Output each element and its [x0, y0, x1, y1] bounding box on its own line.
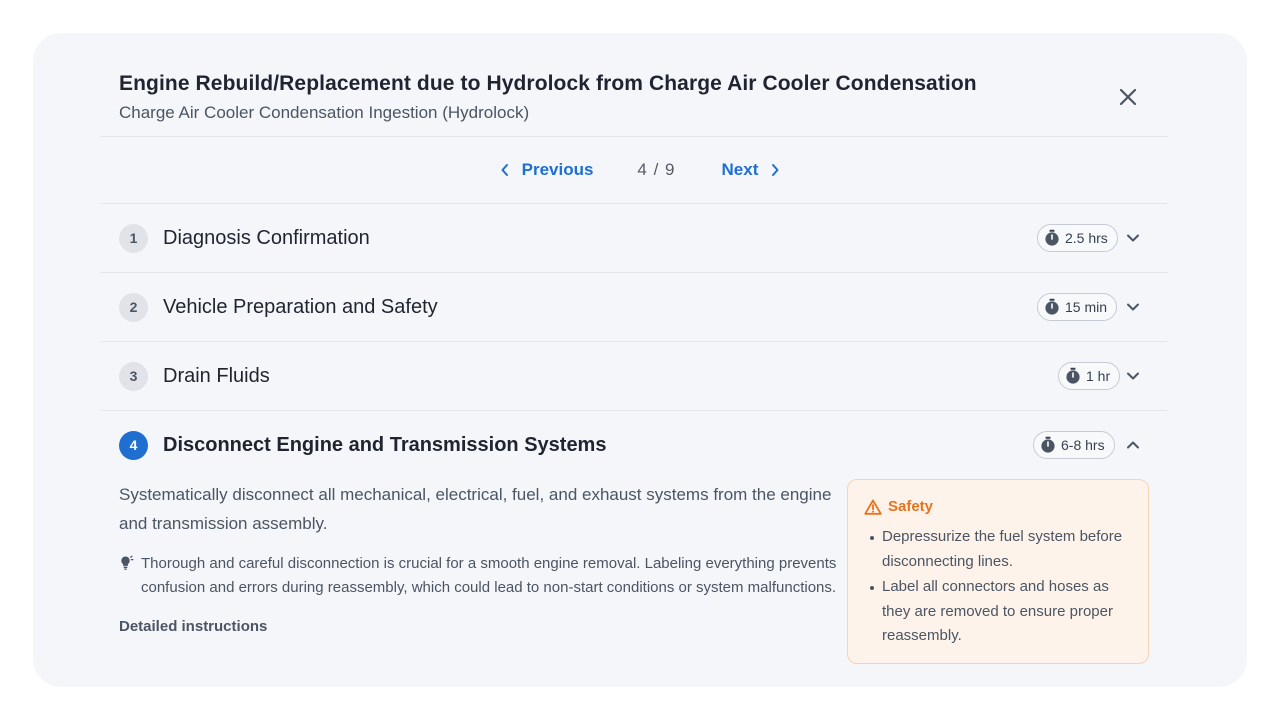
lightbulb-icon — [119, 555, 135, 571]
step-title: Disconnect Engine and Transmission Systems — [163, 433, 607, 456]
time-estimate-badge — [1037, 224, 1118, 252]
step-content — [119, 480, 839, 635]
close-button[interactable] — [1114, 83, 1142, 111]
next-label: Next — [721, 160, 759, 179]
chevron-up-icon — [1126, 440, 1140, 450]
chevron-left-icon — [500, 163, 510, 177]
step-description: Systematically disconnect all mechanical, electrical, fuel, and exhaust systems from the engine and transmission assembly. — [119, 485, 832, 533]
time-estimate: 6-8 hrs — [1061, 437, 1105, 453]
collapse-toggle[interactable] — [1123, 435, 1143, 455]
stopwatch-icon — [1043, 298, 1061, 316]
warning-icon — [864, 499, 882, 515]
safety-list — [864, 525, 1132, 649]
step-row-2[interactable] — [101, 273, 1167, 341]
expand-toggle[interactable] — [1123, 297, 1143, 317]
procedure-title: Engine Rebuild/Replacement due to Hydrolock from Charge Air Cooler Condensation — [119, 72, 977, 95]
step-number-badge: 4 — [119, 431, 148, 460]
expand-toggle[interactable] — [1123, 228, 1143, 248]
step-title: Drain Fluids — [163, 364, 270, 387]
step-title: Vehicle Preparation and Safety — [163, 295, 438, 318]
step-row-4[interactable] — [101, 411, 1167, 479]
expand-toggle[interactable] — [1123, 366, 1143, 386]
time-estimate-badge — [1058, 362, 1120, 390]
safety-item: Depressurize the fuel system before disconnecting lines. — [864, 525, 1132, 574]
time-estimate: 1 hr — [1086, 368, 1111, 384]
step-navigation — [33, 137, 1247, 203]
procedure-subtitle: Charge Air Cooler Condensation Ingestion (Hydrolock) — [119, 103, 530, 122]
time-estimate-badge — [1033, 431, 1115, 459]
tip-callout — [119, 552, 839, 600]
step-number-badge: 1 — [119, 224, 148, 253]
tip-text: Thorough and careful disconnection is crucial for a smooth engine removal. Labeling everything prevents confusion and errors during reassembly, which could lead to non-start conditions or system malfunctions. — [141, 555, 837, 596]
next-button[interactable] — [722, 160, 781, 180]
stopwatch-icon — [1064, 367, 1082, 385]
safety-item: Label all connectors and hoses as they are removed to ensure proper reassembly. — [864, 575, 1132, 649]
step-row-1[interactable] — [101, 204, 1167, 272]
time-estimate: 2.5 hrs — [1065, 230, 1108, 246]
close-icon — [1118, 87, 1138, 107]
chevron-right-icon — [770, 163, 780, 177]
chevron-down-icon — [1126, 371, 1140, 381]
time-estimate-badge — [1037, 293, 1117, 321]
stopwatch-icon — [1039, 436, 1057, 454]
procedure-card — [33, 33, 1247, 687]
step-counter: 4 / 9 — [637, 160, 676, 179]
step-number-badge: 3 — [119, 362, 148, 391]
chevron-down-icon — [1126, 233, 1140, 243]
safety-title: Safety — [888, 498, 934, 515]
time-estimate: 15 min — [1065, 299, 1108, 315]
previous-label: Previous — [521, 160, 594, 179]
step-title: Diagnosis Confirmation — [163, 226, 370, 249]
step-number-badge: 2 — [119, 293, 148, 322]
stopwatch-icon — [1043, 229, 1061, 247]
procedure-header — [119, 72, 1119, 123]
safety-header — [864, 498, 1132, 515]
previous-button[interactable] — [500, 160, 594, 180]
chevron-down-icon — [1126, 302, 1140, 312]
safety-callout — [847, 479, 1149, 664]
detailed-instructions-heading: Detailed instructions — [119, 618, 268, 635]
step-row-3[interactable] — [101, 342, 1167, 410]
